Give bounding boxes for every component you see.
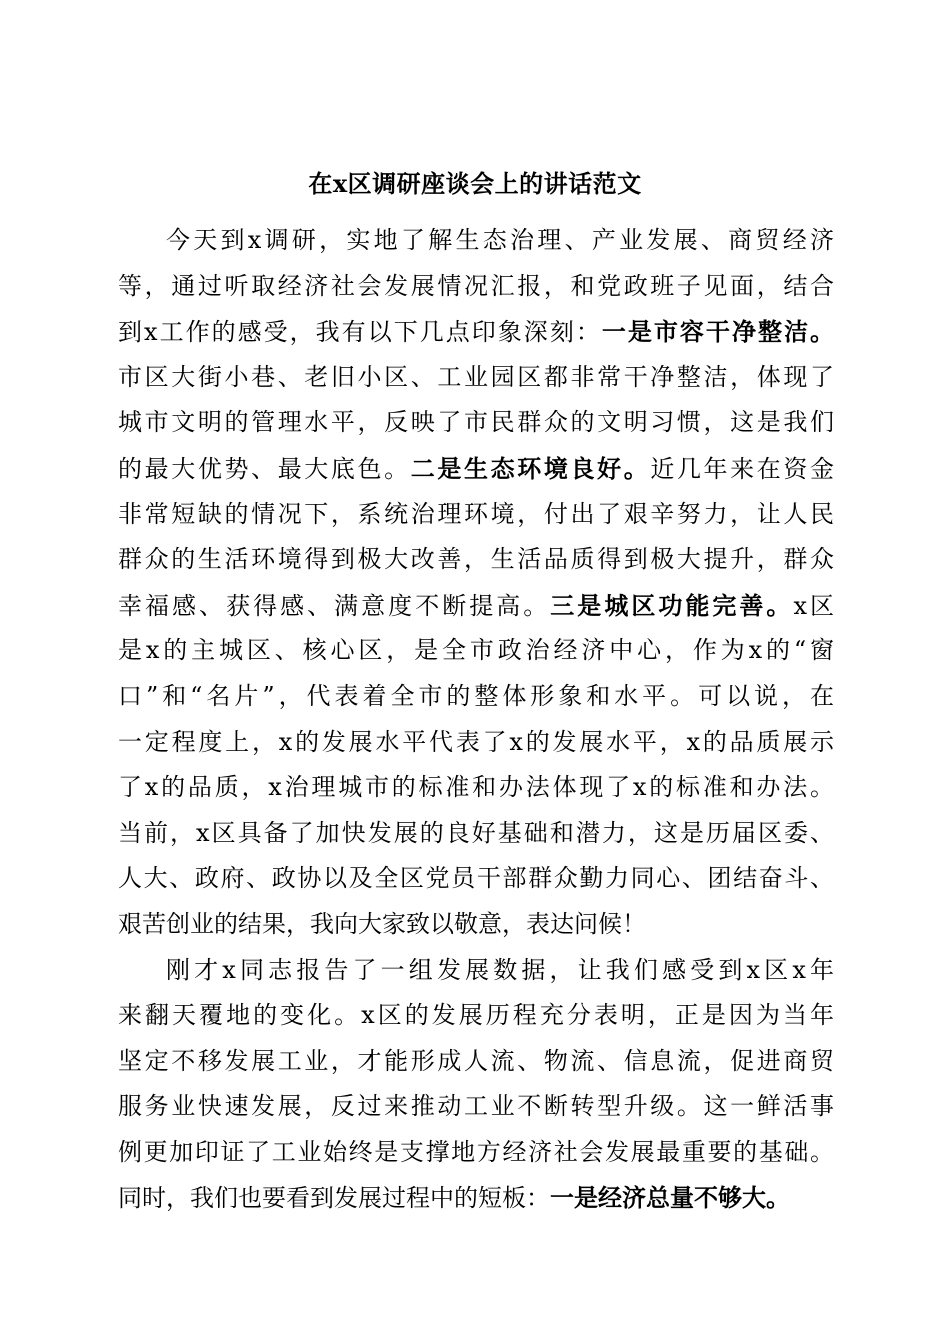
text-run: 今天到x调研，实地了解生态治理、产业发展、商贸经济 <box>166 226 834 254</box>
paragraph <box>118 948 834 1222</box>
text-line <box>118 355 834 401</box>
bold-text-run: 一是市容干净整洁。 <box>601 317 834 347</box>
text-run: 服务业快速发展，反过来推动工业不断转型升级。这一鲜活事 <box>118 1092 834 1121</box>
text-run: x区 <box>793 591 834 620</box>
text-run: 非常短缺的情况下，系统治理环境，付出了艰辛努力，让人民 <box>118 499 834 528</box>
text-line <box>118 583 834 629</box>
text-line <box>118 1175 834 1221</box>
text-line <box>118 400 834 446</box>
text-line <box>118 856 834 902</box>
document-body <box>118 218 834 1221</box>
text-line <box>118 309 834 355</box>
document-title: 在x区调研座谈会上的讲话范文 <box>308 169 642 198</box>
text-run: 例更加印证了工业始终是支撑地方经济社会发展最重要的基础。 <box>118 1137 834 1166</box>
text-run: 城市文明的管理水平，反映了市民群众的文明习惯，这是我们 <box>118 408 834 437</box>
text-line <box>118 765 834 811</box>
bold-text-run: 一是经济总量不够大。 <box>550 1183 790 1213</box>
text-line <box>118 1130 834 1176</box>
text-line <box>118 674 834 720</box>
text-line <box>118 993 834 1039</box>
bold-text-run: 三是城区功能完善。 <box>550 590 794 620</box>
text-run: 群众的生活环境得到极大改善，生活品质得到极大提升，群众 <box>118 545 834 574</box>
text-run: 近几年来在资金 <box>650 454 835 483</box>
text-run: 一定程度上，x的发展水平代表了x的发展水平，x的品质展示 <box>118 727 834 756</box>
text-line <box>118 628 834 674</box>
text-run: 是x的主城区、核心区，是全市政治经济中心，作为x的“窗 <box>118 636 834 665</box>
bold-text-run: 二是生态环境良好。 <box>410 453 651 483</box>
text-line <box>118 218 834 264</box>
text-run: 同时，我们也要看到发展过程中的短板： <box>118 1184 550 1213</box>
paragraph <box>118 218 834 948</box>
text-run: 艰苦创业的结果，我向大家致以敬意，表达问候！ <box>118 909 646 938</box>
text-run: 当前，x区具备了加快发展的良好基础和潜力，这是历届区委、 <box>118 818 834 847</box>
text-run: 人大、政府、政协以及全区党员干部群众勤力同心、团结奋斗、 <box>118 864 834 893</box>
text-run: 等，通过听取经济社会发展情况汇报，和党政班子见面，结合 <box>118 271 834 300</box>
text-line <box>118 902 834 948</box>
text-run: 口”和“名片”，代表着全市的整体形象和水平。可以说，在 <box>118 681 834 710</box>
text-run: 幸福感、获得感、满意度不断提高。 <box>118 591 551 620</box>
text-line <box>118 811 834 857</box>
text-run: 到x工作的感受，我有以下几点印象深刻： <box>118 318 602 347</box>
text-line <box>118 492 834 538</box>
text-line <box>118 537 834 583</box>
text-line <box>118 264 834 310</box>
text-run: 刚才x同志报告了一组发展数据，让我们感受到x区x年 <box>166 955 834 984</box>
text-line <box>118 1039 834 1085</box>
text-line <box>118 720 834 766</box>
text-run: 来翻天覆地的变化。x区的发展历程充分表明，正是因为当年 <box>118 1001 834 1030</box>
text-run: 的最大优势、最大底色。 <box>118 454 411 483</box>
text-line <box>118 446 834 492</box>
text-run: 了x的品质，x治理城市的标准和办法体现了x的标准和办法。 <box>118 773 834 802</box>
text-line <box>118 1084 834 1130</box>
text-run: 市区大街小巷、老旧小区、工业园区都非常干净整洁，体现了 <box>118 362 834 391</box>
text-line <box>118 948 834 994</box>
text-run: 坚定不移发展工业，才能形成人流、物流、信息流，促进商贸 <box>118 1046 834 1075</box>
